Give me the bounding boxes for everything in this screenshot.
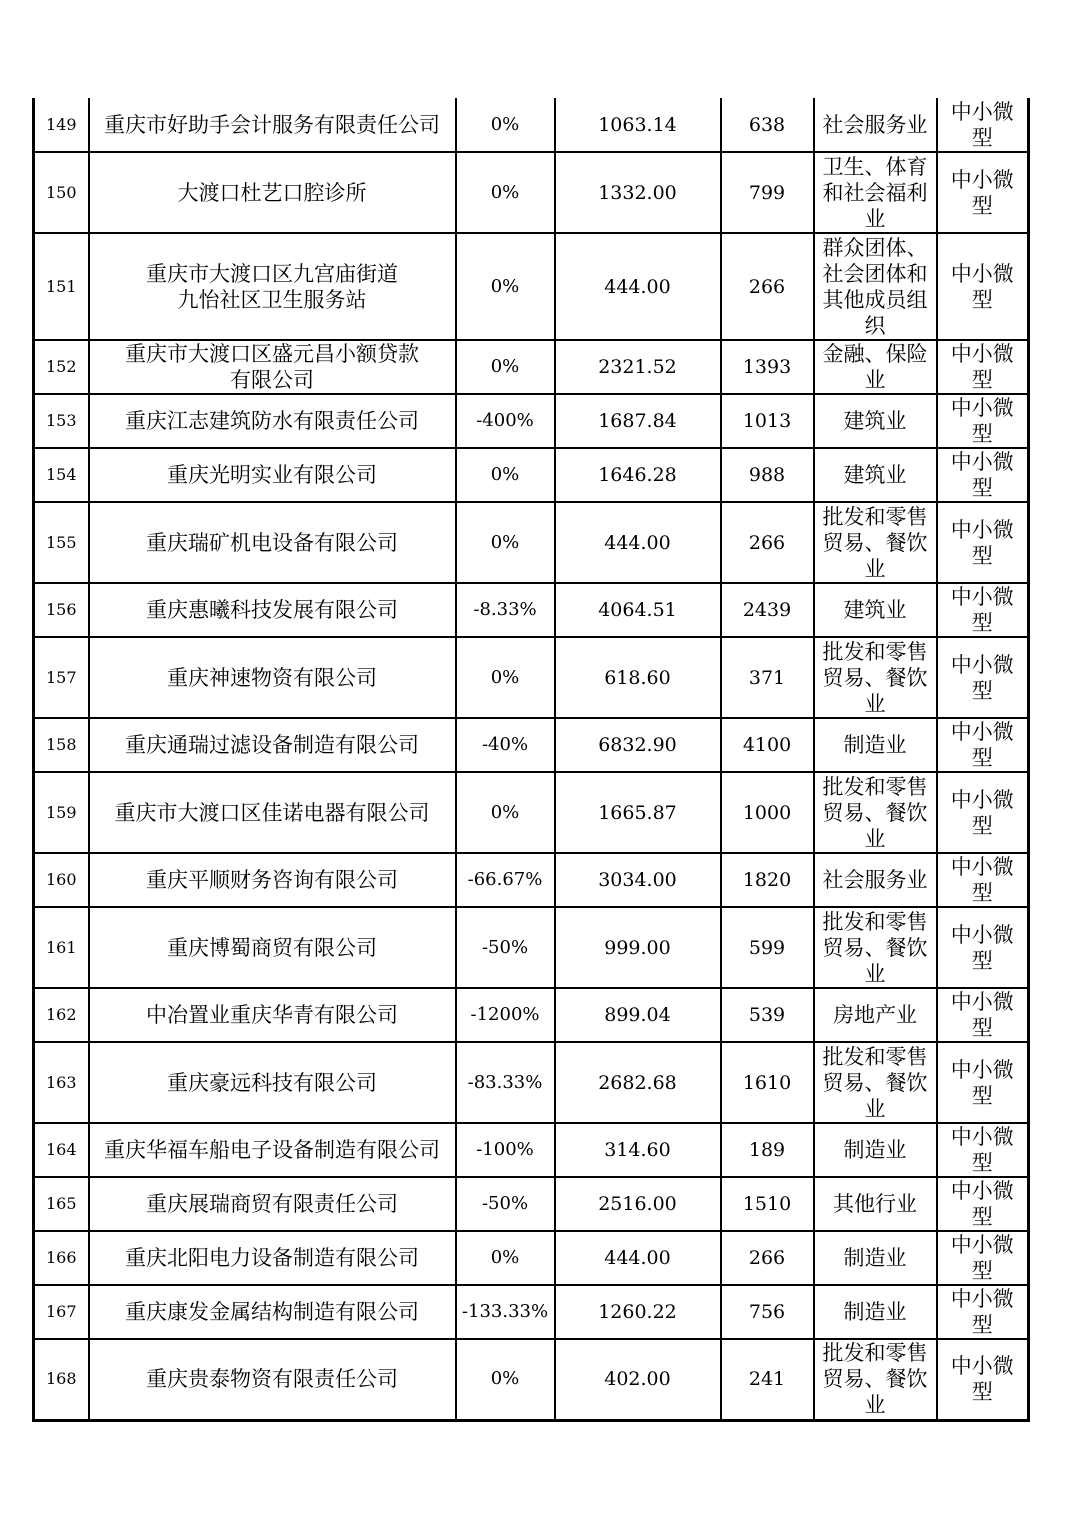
table-row — [34, 1231, 1029, 1285]
amount-value: 1260.22 — [555, 1285, 721, 1339]
industry-category-line: 批发和零售 — [822, 1044, 928, 1069]
row-number: 164 — [34, 1123, 89, 1177]
company-name: 重庆市大渡口区佳诺电器有限公司 — [89, 772, 456, 853]
enterprise-size-line: 型 — [971, 368, 993, 392]
row-number: 149 — [34, 98, 89, 152]
row-number: 162 — [34, 988, 89, 1042]
amount-value: 2682.68 — [555, 1042, 721, 1123]
enterprise-size — [937, 98, 1029, 152]
change-percent: 0% — [456, 152, 555, 233]
company-name: 重庆瑞矿机电设备有限公司 — [89, 502, 456, 583]
industry-category-line: 其他成员组 — [822, 287, 928, 312]
industry-category-line: 业 — [864, 691, 886, 716]
change-percent: 0% — [456, 233, 555, 340]
table-row — [34, 1123, 1029, 1177]
enterprise-size-line: 中小微 — [950, 1354, 1014, 1379]
enterprise-size-line: 中小微 — [950, 585, 1014, 609]
row-number: 168 — [34, 1339, 89, 1420]
company-name: 重庆展瑞商贸有限责任公司 — [89, 1177, 456, 1231]
enterprise-size — [937, 1123, 1029, 1177]
industry-category-line: 业 — [864, 206, 886, 231]
change-percent: -100% — [456, 1123, 555, 1177]
amount-value: 1332.00 — [555, 152, 721, 233]
amount-value: 1646.28 — [555, 448, 721, 502]
change-percent: -83.33% — [456, 1042, 555, 1123]
enterprise-size-line: 中小微 — [950, 1179, 1014, 1203]
industry-category-line: 金融、保险 — [822, 342, 928, 366]
table-body — [34, 98, 1029, 1420]
industry-category: 社会服务业 — [814, 98, 937, 152]
row-number: 161 — [34, 907, 89, 988]
table-row — [34, 394, 1029, 448]
table-row — [34, 853, 1029, 907]
enterprise-size — [937, 502, 1029, 583]
table-row — [34, 98, 1029, 152]
enterprise-size — [937, 1042, 1029, 1123]
change-percent: 0% — [456, 98, 555, 152]
company-name — [89, 233, 456, 340]
amount-value: 2321.52 — [555, 340, 721, 394]
enterprise-size-line: 型 — [971, 193, 993, 218]
row-number: 154 — [34, 448, 89, 502]
enterprise-size — [937, 340, 1029, 394]
count-value: 266 — [721, 502, 814, 583]
enterprise-size-line: 中小微 — [950, 1125, 1014, 1149]
company-name: 重庆华福车船电子设备制造有限公司 — [89, 1123, 456, 1177]
count-value: 1013 — [721, 394, 814, 448]
enterprise-size-line: 中小微 — [950, 99, 1014, 124]
industry-category-line: 业 — [864, 1393, 886, 1418]
table-row — [34, 637, 1029, 718]
change-percent: 0% — [456, 772, 555, 853]
amount-value: 899.04 — [555, 988, 721, 1042]
enterprise-size-line: 中小微 — [950, 342, 1014, 366]
table-row — [34, 152, 1029, 233]
company-name: 重庆康发金属结构制造有限公司 — [89, 1285, 456, 1339]
enterprise-size-line: 型 — [971, 881, 993, 905]
enterprise-size-line: 型 — [971, 422, 993, 446]
industry-category-line: 批发和零售 — [822, 639, 928, 664]
industry-category-line: 业 — [864, 368, 886, 392]
enterprise-size-line: 型 — [971, 543, 993, 568]
industry-category — [814, 152, 937, 233]
enterprise-size-line: 中小微 — [950, 652, 1014, 677]
industry-category-line: 业 — [864, 961, 886, 986]
count-value: 266 — [721, 1231, 814, 1285]
enterprise-size-line: 型 — [971, 948, 993, 973]
industry-category-line: 和社会福利 — [822, 180, 928, 205]
change-percent: -400% — [456, 394, 555, 448]
industry-category-line: 批发和零售 — [822, 1341, 928, 1366]
industry-category-line: 批发和零售 — [822, 504, 928, 529]
enterprise-size-line: 中小微 — [950, 450, 1014, 474]
industry-category-line: 贸易、餐饮 — [822, 1070, 928, 1095]
enterprise-size-line: 型 — [971, 1205, 993, 1229]
company-name: 重庆市好助手会计服务有限责任公司 — [89, 98, 456, 152]
industry-category-line: 社会团体和 — [822, 261, 928, 286]
count-value: 988 — [721, 448, 814, 502]
enterprise-size — [937, 233, 1029, 340]
count-value: 371 — [721, 637, 814, 718]
company-name: 重庆通瑞过滤设备制造有限公司 — [89, 718, 456, 772]
company-name: 重庆神速物资有限公司 — [89, 637, 456, 718]
company-name: 重庆光明实业有限公司 — [89, 448, 456, 502]
company-name-line: 重庆市大渡口区盛元昌小额贷款 — [125, 342, 419, 366]
table-row — [34, 1339, 1029, 1420]
table-row — [34, 1177, 1029, 1231]
row-number: 150 — [34, 152, 89, 233]
industry-category — [814, 502, 937, 583]
industry-category-line: 业 — [864, 826, 886, 851]
row-number: 151 — [34, 233, 89, 340]
change-percent: 0% — [456, 637, 555, 718]
row-number: 155 — [34, 502, 89, 583]
amount-value: 314.60 — [555, 1123, 721, 1177]
amount-value: 1665.87 — [555, 772, 721, 853]
industry-category-line: 业 — [864, 556, 886, 581]
enterprise-size-line: 中小微 — [950, 1057, 1014, 1082]
table-row — [34, 448, 1029, 502]
enterprise-size — [937, 448, 1029, 502]
enterprise-size-line: 型 — [971, 1380, 993, 1405]
table-row — [34, 718, 1029, 772]
industry-category — [814, 907, 937, 988]
industry-category-line: 卫生、体育 — [822, 154, 928, 179]
industry-category: 其他行业 — [814, 1177, 937, 1231]
change-percent: 0% — [456, 1339, 555, 1420]
count-value: 4100 — [721, 718, 814, 772]
table-row — [34, 502, 1029, 583]
company-name-line: 九怡社区卫生服务站 — [177, 287, 367, 312]
count-value: 189 — [721, 1123, 814, 1177]
count-value: 799 — [721, 152, 814, 233]
count-value: 1610 — [721, 1042, 814, 1123]
change-percent: -66.67% — [456, 853, 555, 907]
count-value: 638 — [721, 98, 814, 152]
enterprise-size-line: 型 — [971, 287, 993, 312]
table-row — [34, 340, 1029, 394]
count-value: 539 — [721, 988, 814, 1042]
enterprise-size-line: 型 — [971, 476, 993, 500]
industry-category: 建筑业 — [814, 583, 937, 637]
company-name: 重庆贵泰物资有限责任公司 — [89, 1339, 456, 1420]
industry-category-line: 群众团体、 — [822, 235, 928, 260]
count-value: 1393 — [721, 340, 814, 394]
industry-category: 建筑业 — [814, 394, 937, 448]
enterprise-size-line: 型 — [971, 1016, 993, 1040]
enterprise-size-line: 中小微 — [950, 1233, 1014, 1257]
enterprise-size — [937, 1231, 1029, 1285]
company-name-line: 有限公司 — [230, 368, 314, 392]
industry-category — [814, 772, 937, 853]
enterprise-size-line: 中小微 — [950, 855, 1014, 879]
enterprise-size-line: 型 — [971, 1313, 993, 1337]
enterprise-size — [937, 772, 1029, 853]
enterprise-table — [32, 98, 1030, 1422]
row-number: 165 — [34, 1177, 89, 1231]
company-name: 重庆博蜀商贸有限公司 — [89, 907, 456, 988]
enterprise-size-line: 型 — [971, 1151, 993, 1175]
enterprise-size-line: 型 — [971, 125, 993, 150]
enterprise-size — [937, 637, 1029, 718]
company-name: 重庆平顺财务咨询有限公司 — [89, 853, 456, 907]
company-name: 大渡口杜艺口腔诊所 — [89, 152, 456, 233]
row-number: 156 — [34, 583, 89, 637]
enterprise-size-line: 中小微 — [950, 922, 1014, 947]
amount-value: 2516.00 — [555, 1177, 721, 1231]
change-percent: -50% — [456, 1177, 555, 1231]
amount-value: 999.00 — [555, 907, 721, 988]
company-name: 重庆豪远科技有限公司 — [89, 1042, 456, 1123]
amount-value: 4064.51 — [555, 583, 721, 637]
table-row — [34, 583, 1029, 637]
count-value: 266 — [721, 233, 814, 340]
company-name-line: 重庆市大渡口区九宫庙街道 — [146, 261, 398, 286]
industry-category-line: 批发和零售 — [822, 774, 928, 799]
row-number: 167 — [34, 1285, 89, 1339]
amount-value: 444.00 — [555, 1231, 721, 1285]
industry-category: 制造业 — [814, 1123, 937, 1177]
enterprise-size — [937, 152, 1029, 233]
industry-category: 社会服务业 — [814, 853, 937, 907]
change-percent: 0% — [456, 448, 555, 502]
count-value: 2439 — [721, 583, 814, 637]
count-value: 599 — [721, 907, 814, 988]
change-percent: -50% — [456, 907, 555, 988]
amount-value: 1687.84 — [555, 394, 721, 448]
industry-category — [814, 1042, 937, 1123]
change-percent: -40% — [456, 718, 555, 772]
company-name — [89, 340, 456, 394]
amount-value: 444.00 — [555, 233, 721, 340]
industry-category: 制造业 — [814, 1231, 937, 1285]
industry-category — [814, 637, 937, 718]
row-number: 158 — [34, 718, 89, 772]
company-name: 重庆江志建筑防水有限责任公司 — [89, 394, 456, 448]
industry-category — [814, 1339, 937, 1420]
row-number: 152 — [34, 340, 89, 394]
enterprise-size-line: 中小微 — [950, 261, 1014, 286]
industry-category-line: 贸易、餐饮 — [822, 1367, 928, 1392]
enterprise-size-line: 中小微 — [950, 990, 1014, 1014]
count-value: 756 — [721, 1285, 814, 1339]
industry-category-line: 贸易、餐饮 — [822, 800, 928, 825]
company-name: 重庆北阳电力设备制造有限公司 — [89, 1231, 456, 1285]
count-value: 241 — [721, 1339, 814, 1420]
table-row — [34, 772, 1029, 853]
count-value: 1510 — [721, 1177, 814, 1231]
amount-value: 618.60 — [555, 637, 721, 718]
change-percent: 0% — [456, 1231, 555, 1285]
company-name: 重庆惠曦科技发展有限公司 — [89, 583, 456, 637]
industry-category: 建筑业 — [814, 448, 937, 502]
industry-category-line: 贸易、餐饮 — [822, 665, 928, 690]
enterprise-size — [937, 1177, 1029, 1231]
row-number: 157 — [34, 637, 89, 718]
change-percent: 0% — [456, 340, 555, 394]
change-percent: -8.33% — [456, 583, 555, 637]
industry-category — [814, 233, 937, 340]
industry-category-line: 贸易、餐饮 — [822, 935, 928, 960]
table-row — [34, 988, 1029, 1042]
amount-value: 6832.90 — [555, 718, 721, 772]
enterprise-size-line: 型 — [971, 678, 993, 703]
industry-category-line: 贸易、餐饮 — [822, 530, 928, 555]
row-number: 153 — [34, 394, 89, 448]
change-percent: 0% — [456, 502, 555, 583]
table-row — [34, 907, 1029, 988]
table-row — [34, 1042, 1029, 1123]
amount-value: 3034.00 — [555, 853, 721, 907]
enterprise-size — [937, 988, 1029, 1042]
row-number: 159 — [34, 772, 89, 853]
enterprise-size-line: 中小微 — [950, 396, 1014, 420]
amount-value: 444.00 — [555, 502, 721, 583]
enterprise-size-line: 型 — [971, 813, 993, 838]
enterprise-size-line: 中小微 — [950, 720, 1014, 744]
industry-category-line: 批发和零售 — [822, 909, 928, 934]
company-name: 中冶置业重庆华青有限公司 — [89, 988, 456, 1042]
industry-category — [814, 340, 937, 394]
count-value: 1820 — [721, 853, 814, 907]
row-number: 163 — [34, 1042, 89, 1123]
amount-value: 402.00 — [555, 1339, 721, 1420]
industry-category: 制造业 — [814, 1285, 937, 1339]
change-percent: -133.33% — [456, 1285, 555, 1339]
enterprise-size-line: 中小微 — [950, 517, 1014, 542]
row-number: 160 — [34, 853, 89, 907]
enterprise-size — [937, 394, 1029, 448]
enterprise-size-line: 型 — [971, 611, 993, 635]
enterprise-size-line: 中小微 — [950, 787, 1014, 812]
industry-category-line: 业 — [864, 1096, 886, 1121]
enterprise-size — [937, 1339, 1029, 1420]
amount-value: 1063.14 — [555, 98, 721, 152]
enterprise-size-line: 型 — [971, 1259, 993, 1283]
table-row — [34, 1285, 1029, 1339]
enterprise-size-line: 中小微 — [950, 1287, 1014, 1311]
enterprise-size — [937, 718, 1029, 772]
enterprise-size — [937, 853, 1029, 907]
change-percent: -1200% — [456, 988, 555, 1042]
enterprise-size-line: 型 — [971, 746, 993, 770]
enterprise-size-line: 中小微 — [950, 167, 1014, 192]
row-number: 166 — [34, 1231, 89, 1285]
industry-category: 房地产业 — [814, 988, 937, 1042]
enterprise-size — [937, 583, 1029, 637]
table-row — [34, 233, 1029, 340]
enterprise-size-line: 型 — [971, 1083, 993, 1108]
industry-category-line: 织 — [864, 313, 886, 338]
enterprise-size — [937, 1285, 1029, 1339]
count-value: 1000 — [721, 772, 814, 853]
enterprise-size — [937, 907, 1029, 988]
industry-category: 制造业 — [814, 718, 937, 772]
